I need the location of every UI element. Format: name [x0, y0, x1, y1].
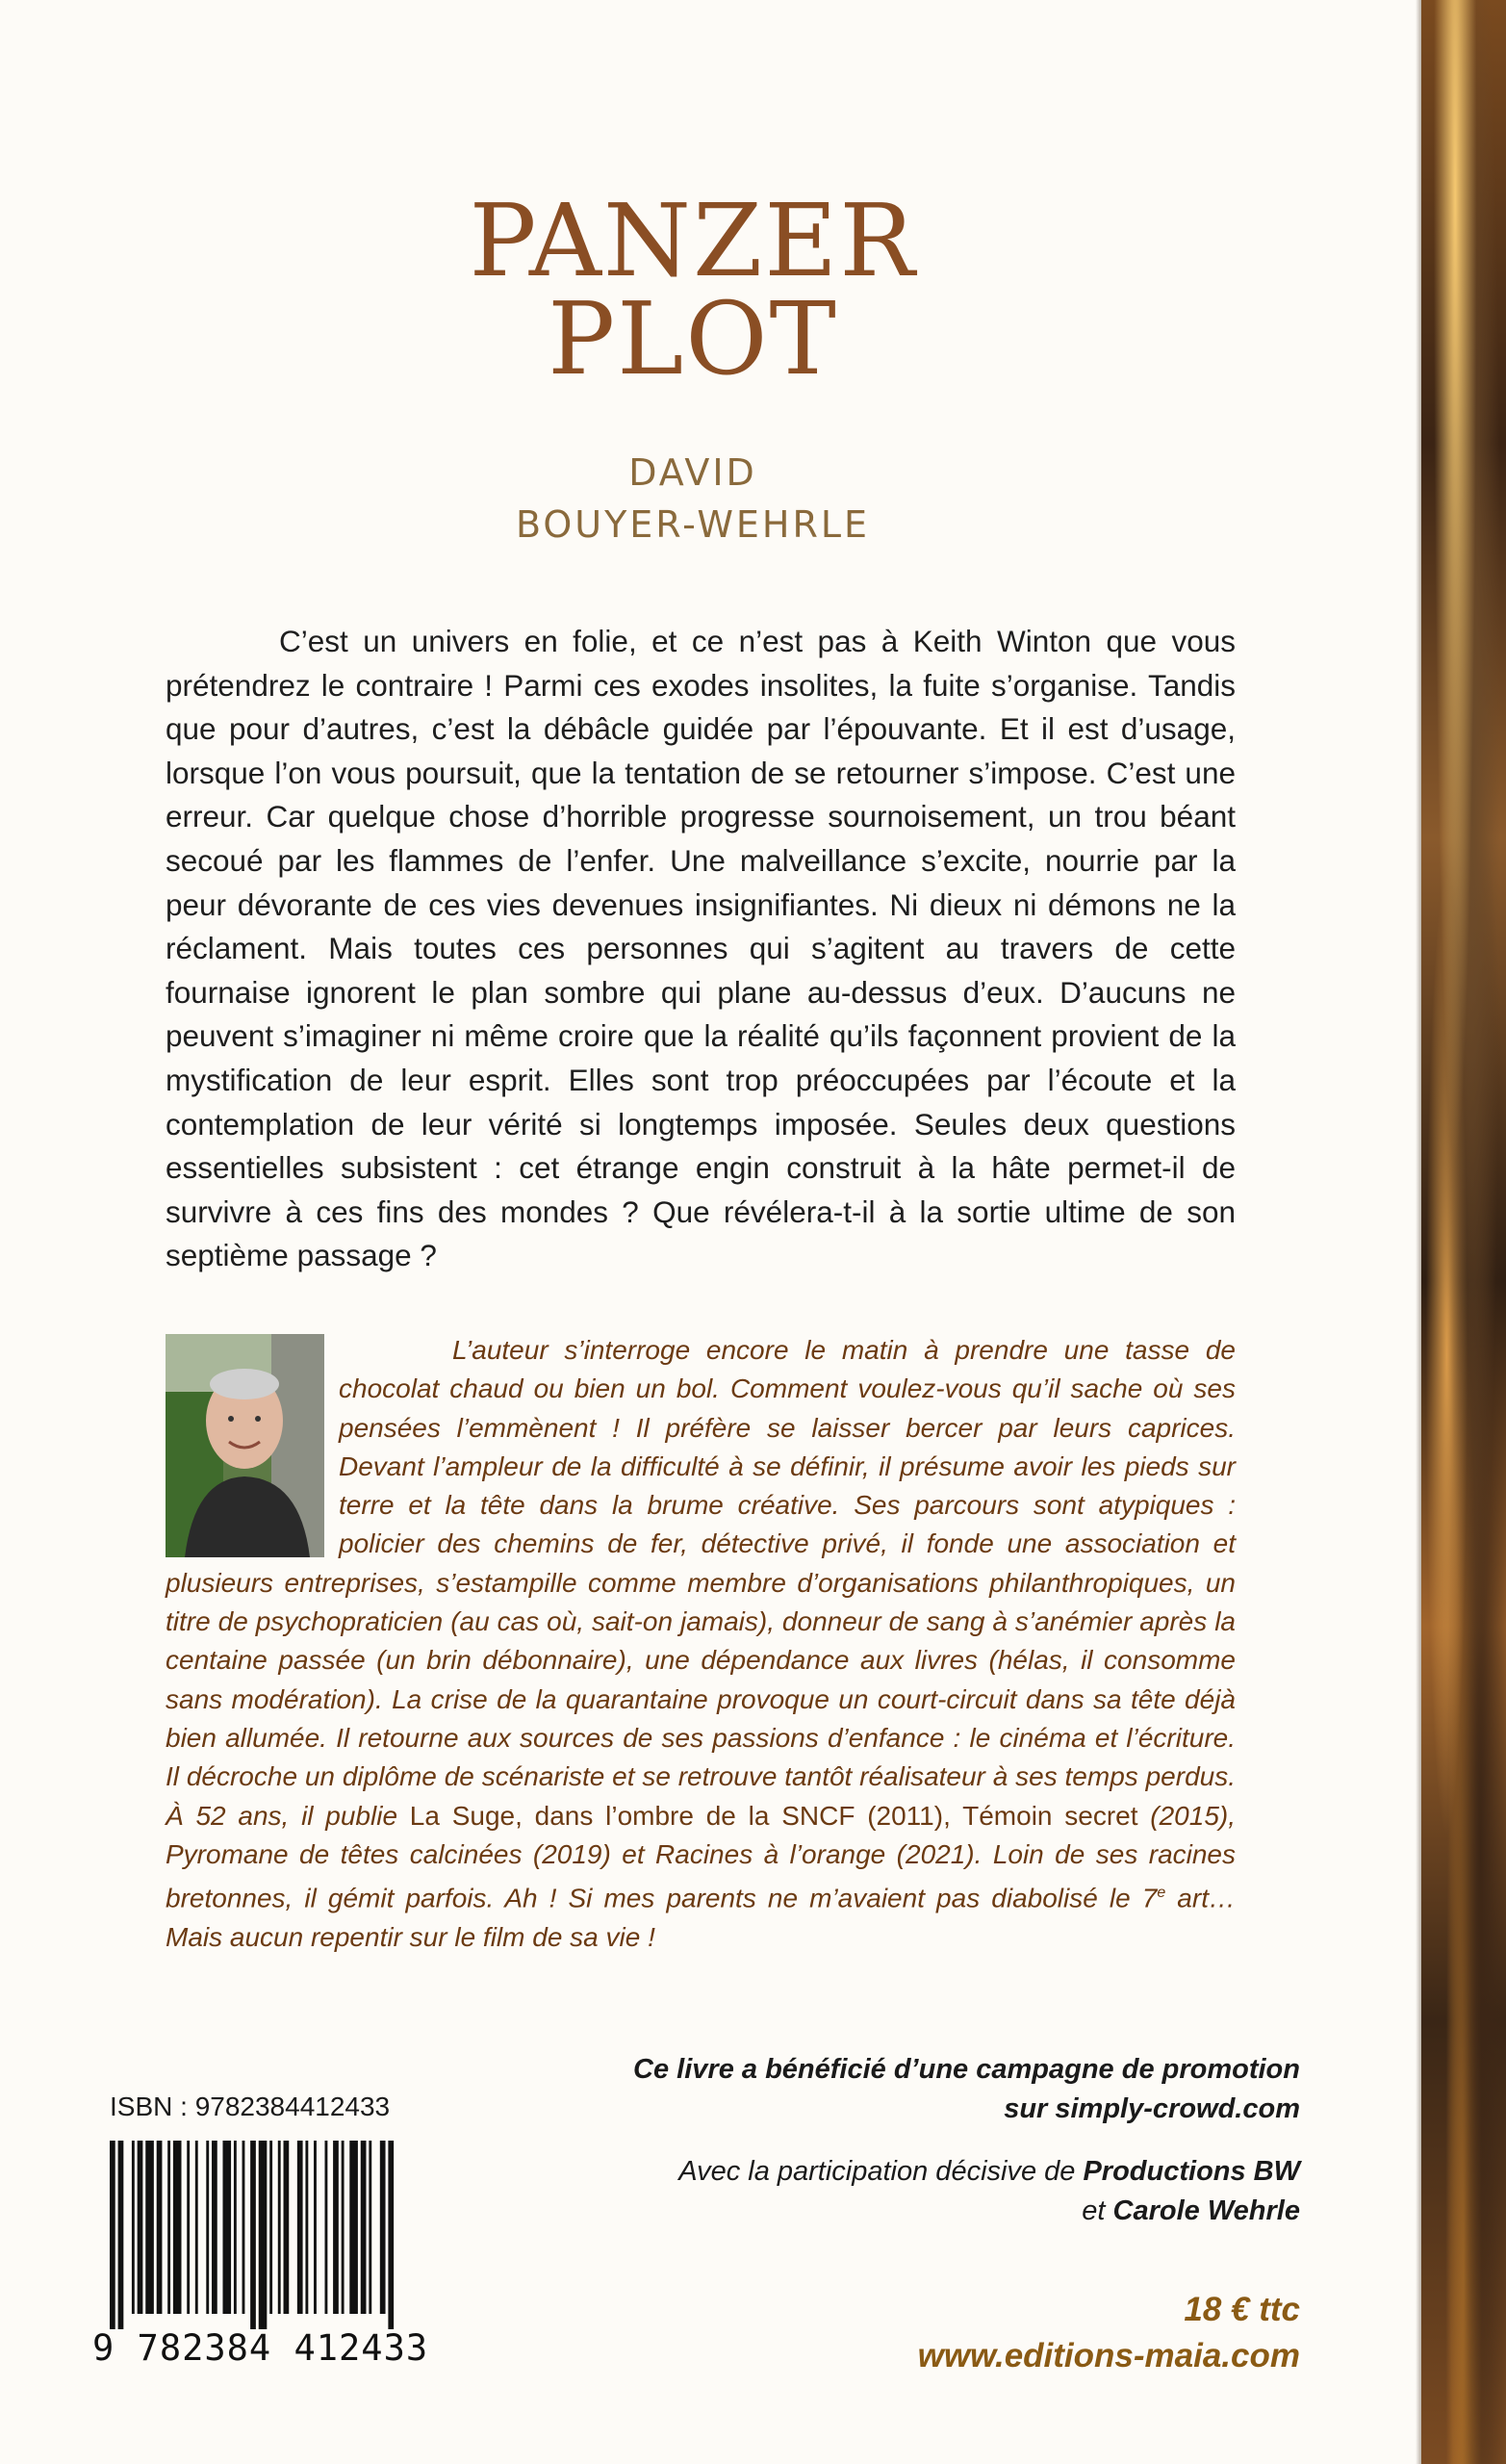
barcode-bar [380, 2141, 386, 2314]
bio-text-part-3: (2019) et [522, 1838, 656, 1869]
barcode-bar [212, 2141, 217, 2314]
author-name-line-1: DAVID [628, 451, 757, 494]
barcode-bar [269, 2141, 272, 2314]
book-title-line-2: PLOT [548, 280, 838, 398]
bio-book-title-1: La Suge, dans l’ombre de la SNCF (2011), Témoin secret [409, 1800, 1138, 1831]
barcode-bar [187, 2141, 190, 2314]
barcode-bar [118, 2141, 124, 2329]
credits-name-1: Productions BW [1083, 2156, 1300, 2187]
barcode-bar [234, 2141, 237, 2314]
barcode-bar [325, 2141, 328, 2314]
barcode-bar [157, 2141, 163, 2314]
barcode-bar [206, 2141, 209, 2314]
barcode-bar [361, 2141, 367, 2314]
bio-book-title-2: Pyromane de têtes calcinées [166, 1838, 523, 1869]
promo-note [633, 2050, 1300, 2129]
credits-note [678, 2152, 1300, 2231]
barcode-bar [242, 2141, 245, 2314]
barcode-bar [250, 2141, 256, 2329]
barcode-digits: 9 782384 412433 [92, 2327, 429, 2369]
book-title-line-1: PANZER [469, 182, 917, 299]
barcode-bar [342, 2141, 345, 2314]
publisher-website: www.editions-maia.com [917, 2337, 1300, 2374]
barcode-bar [333, 2141, 339, 2314]
credits-prefix: Avec la participation décisive de [678, 2156, 1084, 2187]
barcode-bar [195, 2141, 198, 2314]
barcode-bar [369, 2141, 371, 2314]
barcode-bar [259, 2141, 268, 2329]
price-block [918, 2287, 1300, 2379]
credits-name-2: Carole Wehrle [1112, 2195, 1300, 2226]
promo-line-1: Ce livre a bénéficié d’une campagne de promotion [633, 2054, 1300, 2085]
isbn-label: ISBN : 9782384412433 [110, 2092, 391, 2121]
bio-text-part-1: L’auteur s’interroge encore le matin à prendre une tasse de chocolat chaud ou bien un bol. Comment voulez-vous qu’il sache où ses pensées l’emmènent ! Il préfère se laisser bercer par leurs caprices. Devant l’ampleur de la difficulté à se définir, il présume avoir les pieds sur terre et la tête dans la brume créative. Ses parcours sont atypiques : policier des chemins de fer, détective privé, il fonde une association et plusieurs entreprises, s’estampille comme membre d’organisations philanthropiques, un titre de psychopraticien (au cas où, sait-on jamais), donneur de sang à s’anémier après la centaine passée (un brin débonnaire), une dépendance aux livres (hélas, il consomme sans modération). La crise de la quarantaine provoque un court-circuit dans sa tête déjà bien allumée. Il retourne aux sources de ses passions d’enfance : le cinéma et l’écriture. Il décroche un diplôme de scénariste et se retrouve tantôt réalisateur à ses temps perdus. À 52 ans, il publie [166, 1335, 1236, 1831]
spine-artwork [1421, 0, 1506, 2464]
bio-text-part-4: (2021). Loin de ses racines bretonnes, il gémit parfois. Ah ! Si mes parents ne m’avaient pas diabolisé le 7 [166, 1838, 1237, 1913]
barcode-bar [278, 2141, 281, 2314]
bio-text-part-2: (2015), [1137, 1800, 1237, 1831]
barcode-bar [297, 2141, 303, 2314]
author-bio [166, 1331, 1236, 1957]
book-blurb: C’est un univers en folie, et ce n’est pas à Keith Winton que vous prétendrez le contraire ! Parmi ces exodes insolites, la fuite s’organise. Tandis que pour d’autres, c’est la débâcle guidée par l’épouvante. Et il est d’usage, lorsque l’on vous poursuit, que la tentation de se retourner s’impose. C’est une erreur. Car quelque chose d’horrible progresse sournoisement, un trou béant secoué par les flammes de l’enfer. Une malveillance s’excite, nourrie par la peur dévorante de ces vies devenues insignifiantes. Ni dieux ni démons ne la réclament. Mais toutes ces personnes qui s’agitent au travers de cette fournaise ignorent le plan sombre qui plane au-dessus d’eux. D’aucuns ne peuvent s’imaginer ni même croire que la réalité qu’ils façonnent provient de la mystification de leur esprit. Elles sont trop préoccupées par l’écoute et la contemplation de leur vérité si longtemps imposée. Seules deux questions essentielles subsistent : cet étrange engin construit à la hâte permet-il de survivre à ces fins des mondes ? Que révélera-t-il à la sortie ultime de son septième passage ? [166, 624, 1236, 1273]
spine-shadow [1416, 0, 1421, 2464]
barcode-bar [167, 2141, 170, 2314]
barcode-bar [284, 2141, 290, 2314]
promo-line-2: sur simply-crowd.com [1004, 2093, 1300, 2124]
bio-text-part-5: art… Mais aucun repentir sur le film de sa vie ! [166, 1883, 1236, 1952]
bio-superscript: e [1157, 1885, 1166, 1902]
barcode-bar [314, 2141, 317, 2314]
barcode-bar [110, 2141, 115, 2329]
barcode-bar [138, 2141, 143, 2314]
barcode-bar [349, 2141, 358, 2314]
isbn-barcode [110, 2141, 396, 2329]
bio-book-title-3: Racines à l’orange [655, 1838, 886, 1869]
author-name-line-2: BOUYER-WEHRLE [515, 503, 871, 546]
barcode-bar [173, 2141, 182, 2314]
barcode-bar [222, 2141, 231, 2314]
credits-line-2-prefix: et [1082, 2195, 1113, 2226]
price: 18 € ttc [1184, 2291, 1300, 2328]
barcode-bar [132, 2141, 135, 2314]
barcode-bar [305, 2141, 308, 2314]
barcode-bar [145, 2141, 154, 2314]
barcode-bar [388, 2141, 394, 2329]
